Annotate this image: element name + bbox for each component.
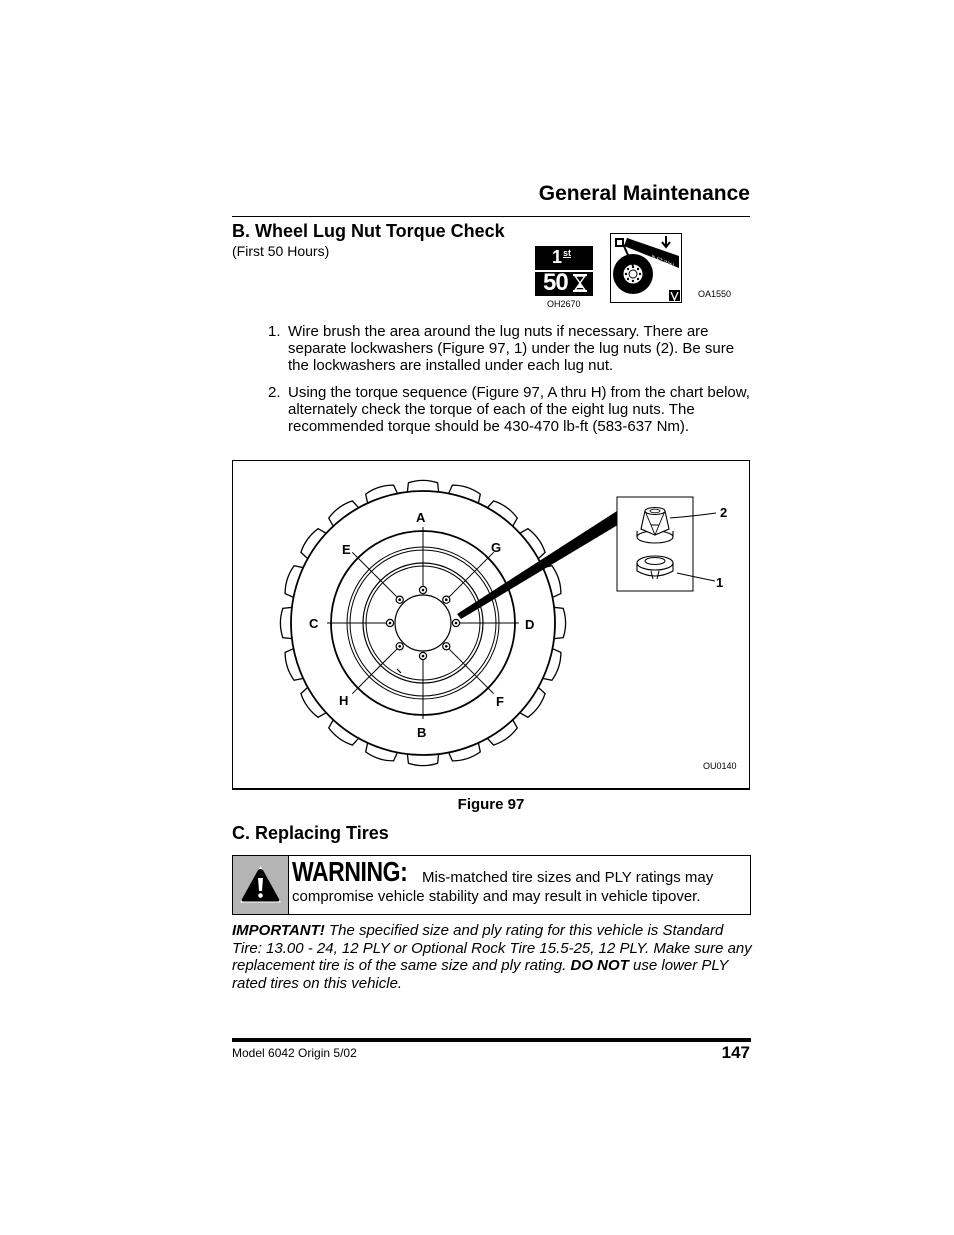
instruction-step-2 [268,384,750,436]
lug-nut-center [389,622,392,625]
sequence-label-h: H [339,693,349,708]
warning-triangle-icon [233,856,288,914]
warning-box [232,855,751,915]
lug-nut-center [422,655,425,658]
warning-text-line-1: Mis-matched tire sizes and PLY ratings may [422,869,714,886]
footer-model-origin: Model 6042 Origin 5/02 [232,1046,357,1060]
sequence-label-d: D [525,617,535,632]
hours-number: 50 [543,269,568,296]
important-text-1: The specified size and ply rating for this vehicle is Standard Tire: 13.00 - 24, 12 PLY or Optional Rock Tire 15.5-25, 12 PLY. Make sure any replacement tire is of the same size and ply rating. [232,922,752,974]
important-text-2: use lower PLY rated tires on this vehicle. [232,957,729,992]
replacing-tires-heading: C. Replacing Tires [232,823,389,843]
step-text: Wire brush the area around the lug nuts if necessary. There are separate lockwashers (Figure 97, 1) under the lug nuts (2). Be sure the lockwashers are installed under each lug nut. [288,323,735,374]
page-number: 147 [721,1043,750,1062]
figure-97-box [232,460,750,790]
torque-label: lb-FT (Nm) [650,254,675,269]
hourglass-icon [573,274,587,292]
callout-lockwasher: 1 [716,575,724,590]
sequence-label-e: E [342,542,351,557]
callout-lug-nut: 2 [720,505,728,520]
footer-rule [232,1038,751,1042]
lug-nut-center [445,598,448,601]
icon-code-oh2670: OH2670 [547,299,581,309]
first-50-hours-icon [535,246,593,296]
lug-nut-center [445,645,448,648]
section-title: General Maintenance [538,182,750,205]
sequence-label-g: G [491,540,502,555]
sequence-label-b: B [417,725,427,740]
torque-wheel-icon [610,233,682,303]
important-emphasis: DO NOT [570,957,629,974]
lug-nut-detail [617,497,716,591]
sequence-label-c: C [309,616,319,631]
step-text: Using the torque sequence (Figure 97, A thru H) from the chart below, alternately check the torque of each of the eight lug nuts. The recommended torque should be 430-470 lb-ft (583-637 Nm). [288,384,750,435]
lug-nut-center [398,598,401,601]
wheel-torque-icon [611,234,681,302]
wheel-diagram [233,461,749,788]
wheel-lug-nut-heading: B. Wheel Lug Nut Torque Check [232,221,505,241]
sequence-label-f: F [496,694,504,709]
icon-code-oa1550: OA1550 [698,289,732,299]
important-lead: IMPORTANT! [232,922,325,939]
lug-nut-center [455,622,458,625]
warning-text-line-2: compromise vehicle stability and may result in vehicle tipover. [292,888,701,905]
sequence-label-a: A [416,510,426,525]
important-note [232,922,752,992]
instruction-step-1 [268,323,750,375]
warning-label: WARNING: [292,856,408,887]
step-number: 2. [268,384,281,401]
figure-caption: Figure 97 [457,796,525,813]
first-number: 1 [552,247,563,267]
figure-code: OU0140 [703,761,737,771]
header-rule [232,216,750,217]
step-number: 1. [268,323,281,340]
wheel-lug-nut-subheading: (First 50 Hours) [232,243,330,259]
lug-nut-center [398,645,401,648]
lug-nut-center [422,589,425,592]
warning-icon-panel [233,856,289,914]
first-suffix: st [563,248,572,258]
